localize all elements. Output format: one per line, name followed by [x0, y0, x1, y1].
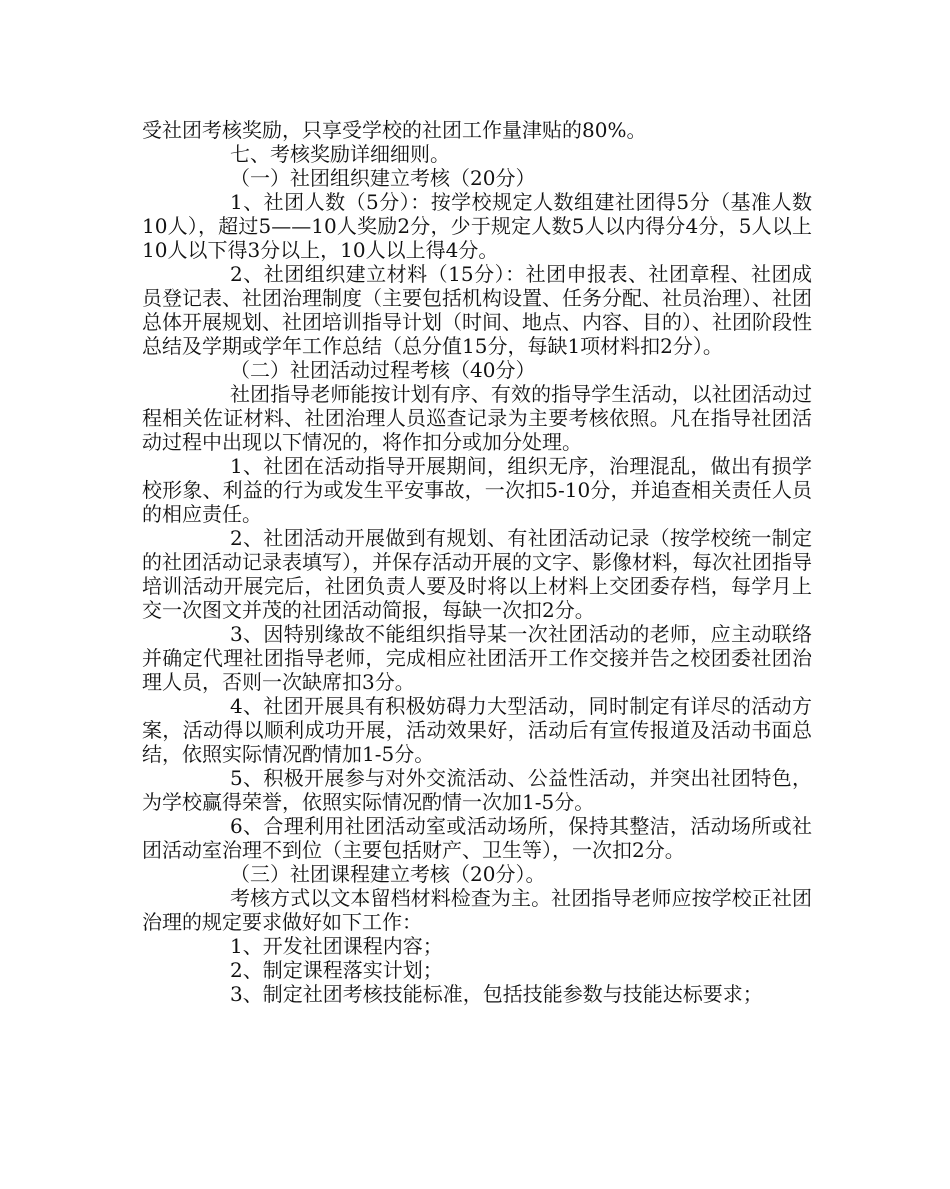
paragraph-member-count: 1、社团人数（5分）：按学校规定人数组建社团得5分（基准人数10人），超过5——10人奖励2分，少于规定人数5人以内得分4分，5人以上10人以下得3分以上，10人以上得4分。	[142, 190, 812, 262]
paragraph-reward-note: 受社团考核奖励，只享受学校的社团工作量津贴的80%。	[142, 118, 647, 142]
section-heading-7: 七、考核奖励详细细则。	[230, 142, 450, 166]
list-item-course-1: 1、开发社团课程内容；	[230, 934, 443, 958]
subsection-heading-3: （三）社团课程建立考核（20分）。	[230, 862, 546, 886]
paragraph-course-intro: 考核方式以文本留档材料检查为主。社团指导老师应按学校正社团治理的规定要求做好如下工作：	[142, 886, 812, 934]
paragraph-activity-rule-1: 1、社团在活动指导开展期间，组织无序，治理混乱，做出有损学校形象、利益的行为或发生平安事故，一次扣5-10分，并追查相关责任人员的相应责任。	[142, 454, 812, 526]
paragraph-activity-rule-5: 5、积极开展参与对外交流活动、公益性活动，并突出社团特色，为学校赢得荣誉，依照实际情况酌情一次加1-5分。	[142, 766, 812, 814]
subsection-heading-1: （一）社团组织建立考核（20分）	[230, 166, 536, 190]
paragraph-activity-rule-6: 6、合理利用社团活动室或活动场所，保持其整洁，活动场所或社团活动室治理不到位（主要包括财产、卫生等），一次扣2分。	[142, 814, 812, 862]
list-item-course-3: 3、制定社团考核技能标准，包括技能参数与技能达标要求；	[230, 982, 763, 1006]
paragraph-activity-rule-2: 2、社团活动开展做到有规划、有社团活动记录（按学校统一制定的社团活动记录表填写），并保存活动开展的文字、影像材料，每次社团指导培训活动开展完后，社团负责人要及时将以上材料上交团委存档，每学月上交一次图文并茂的社团活动简报，每缺一次扣2分。	[142, 526, 812, 622]
paragraph-organization-materials: 2、社团组织建立材料（15分）：社团申报表、社团章程、社团成员登记表、社团治理制度（主要包括机构设置、任务分配、社员治理）、社团总体开展规划、社团培训指导计划（时间、地点、内容、目的）、社团阶段性总结及学期或学年工作总结（总分值15分，每缺1项材料扣2分）。	[142, 262, 812, 358]
document-body	[142, 118, 812, 1006]
paragraph-activity-rule-4: 4、社团开展具有积极妨碍力大型活动，同时制定有详尽的活动方案，活动得以顺利成功开展，活动效果好，活动后有宣传报道及活动书面总结，依照实际情况酌情加1-5分。	[142, 694, 812, 766]
paragraph-activity-rule-3: 3、因特别缘故不能组织指导某一次社团活动的老师，应主动联络并确定代理社团指导老师，完成相应社团活开工作交接并告之校团委社团治理人员，否则一次缺席扣3分。	[142, 622, 812, 694]
subsection-heading-2: （二）社团活动过程考核（40分）	[230, 358, 536, 382]
paragraph-activity-intro: 社团指导老师能按计划有序、有效的指导学生活动，以社团活动过程相关佐证材料、社团治理人员巡查记录为主要考核依照。凡在指导社团活动过程中出现以下情况的，将作扣分或加分处理。	[142, 382, 812, 454]
list-item-course-2: 2、制定课程落实计划；	[230, 958, 443, 982]
